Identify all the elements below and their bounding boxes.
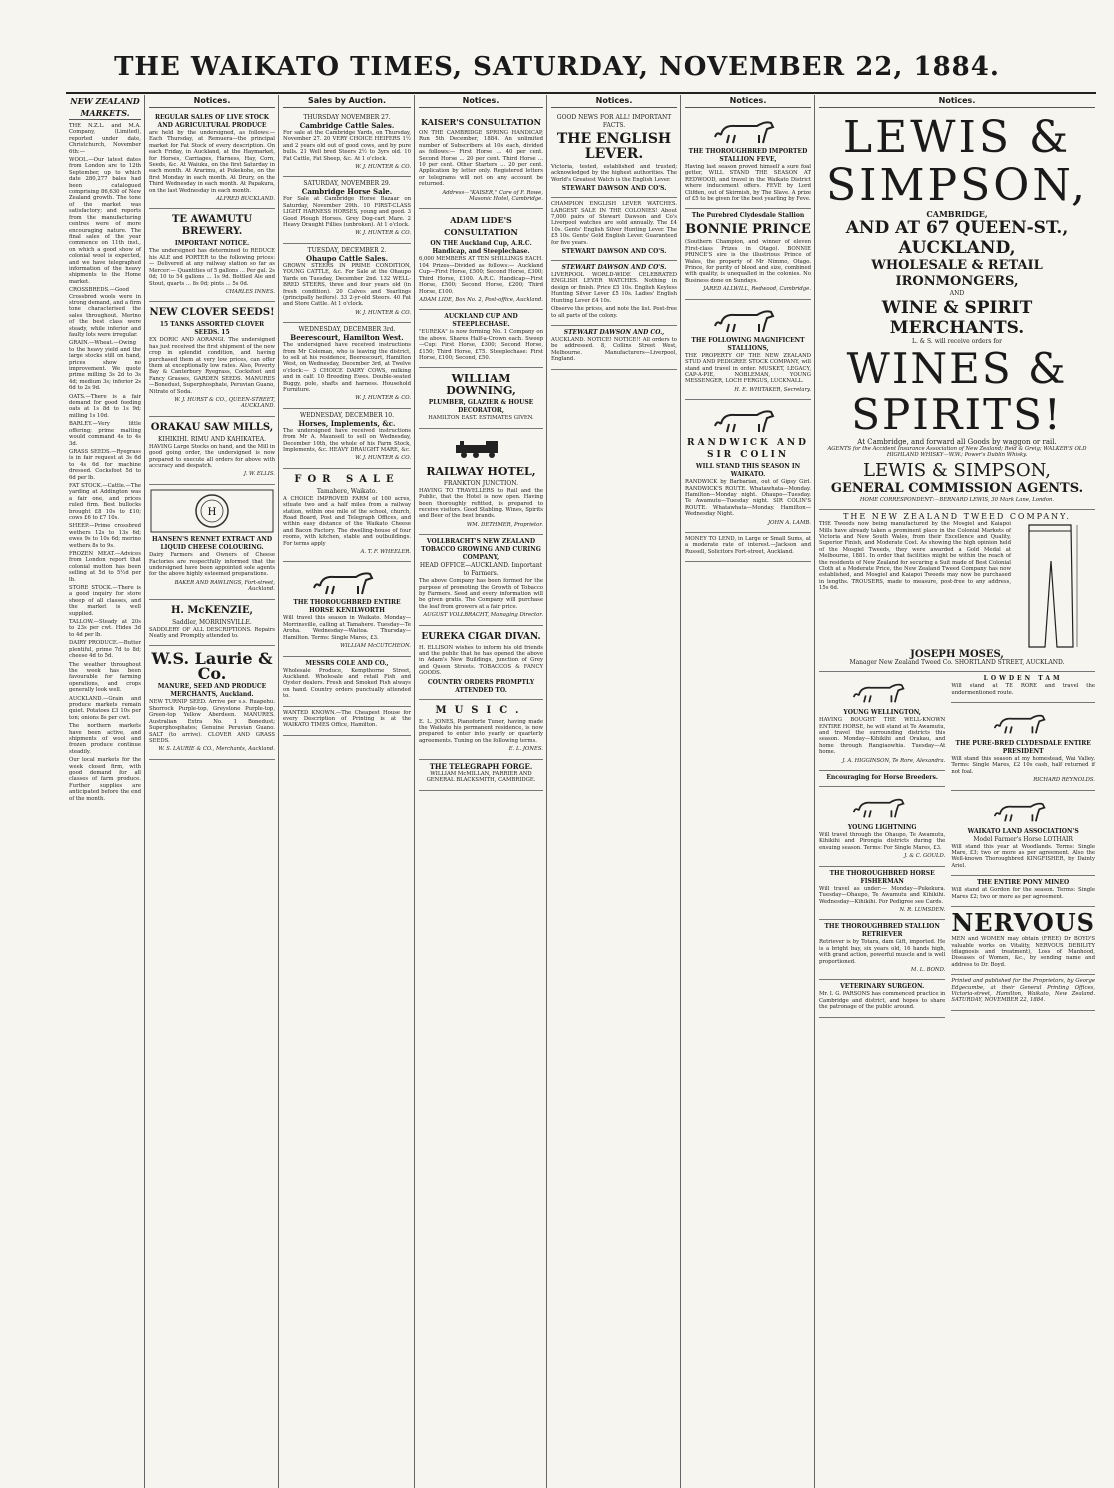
column-divider: [414, 95, 415, 1488]
ad-music: [419, 700, 543, 760]
ad-feve: [685, 111, 811, 209]
ad-subheading: FRANKTON JUNCTION.: [443, 479, 519, 487]
markets-article: [69, 123, 141, 802]
ad-signature: WM. DETHMER, Proprietor.: [466, 521, 543, 528]
ad-heading: THE ENTIRE PONY MINEO: [977, 879, 1070, 887]
ad-heading: Beerescourt, Hamilton West.: [290, 333, 404, 343]
column-divider: [680, 95, 681, 1488]
ad-body: Retriever is by Totara, dam Gift, imported. He is a bright bay, six years old, 16 hands high, with grand action, powerful muscle and is well proportioned.: [819, 939, 946, 965]
ad-body: HAVING Large Stocks on hand, and the Mill in good going order, the undersigned is now prepared to execute all orders for above with accuracy and despatch.: [149, 443, 275, 469]
ad-champion-watches: [551, 198, 677, 261]
lewis-note: L. & S. will receive orders for: [911, 338, 1003, 345]
column-header: Notices.: [149, 95, 275, 108]
ad-heading: LOWDEN TAM: [983, 675, 1063, 683]
ad-signature: AUGUST VOLLBRACHT, Managing Director.: [423, 612, 543, 619]
column-divider: [814, 95, 815, 1488]
ad-lewis-simpson: [819, 111, 1095, 510]
ad-heading: ADAM LIDE'S CONSULTATION: [444, 215, 518, 238]
lewis-address: AND AT 67 QUEEN-ST., AUCKLAND,: [845, 218, 1069, 258]
ad-subheading: MANURE, SEED AND PRODUCE MERCHANTS, Auckland.: [157, 683, 267, 699]
ad-body: LIVERPOOL WORLD-WIDE CELEBRATED ENGLISH LEVER WATCHES. Nothing in design or finish. Price £5 10s. English Keyless Hunting Silver Lever £5 10s. Ladies' English Hunting Lever £4 10s.: [551, 272, 677, 304]
ad-body: THE Tweeds now being manufactured by the Mosgiel and Kaiapoi Mills have already taken a prominent place in the Colonial Markets of Victoria and New South Wales, from their Excellence and Quality, Superior Finish, and Moderate Cost. As showing the high opinion held of the Mosgiel Tweeds, they were awarded a Gold Medal at Melbourne, 1881. In order that facilities might be within the reach of the residents of New Zealand for securing a Suit made of Best Colonial Cloth at a Moderate Price, the New Zealand Tweed Company has now established, and Mosgiel and Kaiapoi Tweeds may now be purchased in lengths. TROUSERS, made to measure, post-free to any address, 15s 6d.: [819, 521, 1011, 592]
column-auctions: [280, 95, 414, 1488]
lewis-location: CAMBRIDGE,: [926, 209, 988, 219]
column-divider: [144, 95, 145, 1488]
ad-heading: THE THOROUGHBRED HORSE FISHERMAN: [829, 869, 935, 885]
ad-heading: AUCKLAND CUP AND STEEPLECHASE.: [444, 313, 518, 329]
ad-body: SADDLERY OF ALL DESCRIPTIONS. Repairs Neatly and Promptly attended to.: [149, 626, 275, 640]
market-paragraph: FAT STOCK.—Cattle.—The yarding at Addington was a fair one, and prices ruled firm. Best bullocks brought £8 10s to £10; cows £6 to £7 10s.: [69, 482, 141, 521]
ad-subheading: ON THE Auckland Cup, A.R.C. Handicap, and Steeplechase.: [430, 240, 532, 256]
ad-body: EX DORIC AND AORANGI. The undersigned has just received the first shipment of the new crop in splendid condition, and having purchased them at very low prices, can offer them at exceptionally low rates. Also, Poverty Bay & Canterbury Ryegrass, Cocksfoot and Fancy Grasses, GARDEN SEEDS. MANURES—Bonedust, Superphosphate, Peruvian Guano, Nitrate of Soda.: [149, 337, 275, 395]
ad-heading: THE NEW ZEALAND TWEED COMPANY.: [843, 512, 1071, 522]
ad-heading: TE AWAMUTU BREWERY.: [171, 214, 253, 238]
ad-date: TUESDAY, DECEMBER 2.: [307, 246, 387, 254]
market-paragraph: GRASS SEEDS.—Ryegrass is in fair request at 3s 6d to 4s 6d for machine dressed. Cocksfoot 5d to 6d per lb.: [69, 448, 141, 481]
ad-signature: STEWART DAWSON AND CO'S.: [561, 248, 667, 256]
market-paragraph: WOOL.—Our latest dates from London are to 12th September, up to which date 280,277 bales had been catalogued comprising 86,630 of New Zealand growth. The tone of the market was satisfactory; and reports from the manufacturing centres were of more encouraging nature. The final sales of the year commence on 11th inst., on which a good show of colonial wool is expected, and we have telegraphed information of the heavy shipments to the Home market.: [69, 157, 141, 285]
ad-body: For Sale at Cambridge Horse Bazaar on Saturday, November 29th. 10 FIRST-CLASS LIGHT HARNESS HORSES, young and good. 3 Good Plough Horses. Grey Dog-cart Mare. 2 Heavy Draught Fillies (unbroken). At 1 o'clock.: [283, 196, 411, 229]
ad-signature: W. S. LAURIE & CO., Merchants, Auckland.: [158, 746, 275, 753]
horse-icon: [852, 793, 912, 821]
ad-body: Will stand this season at my homestead, Wai Valley. Terms: Single Mares, £2 10s cash, half returned if not foal.: [951, 756, 1095, 775]
locomotive-icon: [446, 435, 516, 463]
ad-heading: THE THOROUGHBRED STALLION RETRIEVER: [824, 923, 940, 939]
ad-body: MEN and WOMEN may obtain (FREE) Dr BOYD'S valuable works on Vitality, NERVOUS DEBILITY (diagnosis and treatment), Loss of Manhood, Diseases of Women, &c., by sending name and address to Dr. Boyd.: [951, 936, 1095, 968]
ad-randwick: [685, 400, 811, 533]
ad-heading: KAISER'S CONSULTATION: [421, 117, 541, 127]
ad-note: COUNTRY ORDERS PROMPTLY ATTENDED TO.: [427, 678, 535, 694]
ad-saw-mills: [149, 417, 275, 485]
ad-body: RANDWICK by Barbarian, out of Gipsy Girl. RANDWICK'S ROUTE. Whatawhata—Monday. Hamilton—Monday night. Ohaupo—Tuesday. Te Awamutu—Tuesday night. SIR COLIN'S ROUTE. Whatawhata—Monday. Hamilton—Wednesday Night.: [685, 479, 811, 518]
column-notices-3: [548, 95, 680, 1488]
ad-body: are held by the undersigned, as follows:— Each Thursday, at Remuera—the principal market for Fat Stock of every description. On each Friday, in Auckland, at the Haymarket, for Horses, Carriages, Harness, Hay, Corn, Seeds, &c. At Waiuku, on the first Saturday in each month. At Ararimu, at Pukekohe, on the first Monday in each month. At Drury, on the Third Wednesday in each month. At Papakura, on the last Wednesday in each month.: [149, 130, 275, 194]
ad-rennet: [149, 485, 275, 600]
ad-cole-co: [283, 657, 411, 707]
ad-body: The undersigned have received instructions from Mr A. Maunsell to sell on Wednesday, December 10th, the whole of his Farm Stock, Implements, &c. HEAVY DRAUGHT MARE, &c.: [283, 427, 411, 453]
market-paragraph: GRAIN.—Wheat.—Owing to the heavy yield and the large stocks still on hand, prices show no improvement. We quote prime milling 3s 2d to 3s 4d; medium 3s; inferior 2s 6d to 2s 9d.: [69, 340, 141, 392]
ad-body: H. ELLISON wishes to inform his old friends and the public that he has opened the above in Adam's New Buildings, junction of Grey and Queen Streets. TOBACCOS & FANCY GOODS.: [419, 644, 543, 677]
ad-heading: THE ENGLISH LEVER.: [556, 131, 672, 162]
ad-subheading: IMPORTANT NOTICE.: [174, 240, 250, 248]
ad-signature-sub: Manager New Zealand Tweed Co. SHORTLAND STREET, AUCKLAND.: [849, 659, 1065, 667]
column-header: Sales by Auction.: [283, 95, 411, 108]
ad-body: Observe the prices, and note the list. Post-free to all parts of the colony.: [551, 306, 677, 319]
ad-heading: STEWART DAWSON AND CO.,: [563, 328, 665, 336]
ad-signature: N. R. LUMSDEN.: [899, 906, 946, 913]
ad-heading: H. McKENZIE,: [170, 604, 254, 616]
market-paragraph: FROZEN MEAT.—Advices from London report that colonial mutton has been selling at 5d to 5½d per lb.: [69, 551, 141, 583]
ad-body: The above Company has been formed for the purpose of promoting the Growth of Tobacco by Farmers. Seed and every information will be given gratis. The Company will purchase the leaf from growers at a fair price.: [419, 578, 543, 610]
ad-signature: RICHARD REYNOLDS.: [1033, 777, 1095, 784]
market-paragraph: BARLEY.—Very little offering; prime malting would command 4s to 4s 3d.: [69, 421, 141, 447]
ad-signature: A. T. F. WHEELER.: [360, 549, 411, 556]
horse-ads-right: [951, 672, 1095, 1017]
ad-signature: ALFRED BUCKLAND.: [216, 196, 275, 203]
ad-body: Will travel this season in Waikato. Monday—Morrinsville, calling at Tamahere. Tuesday—Te Aroha. Wednesday—Waitoa. Thursday—Hamilton. Terms: Single Mares, £3.: [283, 615, 411, 641]
ad-body: NEW TURNIP SEED. Arrive per s.s. Ruapehu. Shorrock Purple-top, Greystone Purple-top, Green-top Yellow Aberdeen. MANURES. Australian Extra No. 1 Bonedust; Superphosphates; Genuine Peruvian Guano. SALT (to arrive). CLOVER AND GRASS SEEDS.: [149, 699, 275, 744]
horse-icon: [713, 406, 783, 434]
ad-signature: W. J. HURST & CO., QUEEN-STREET, AUCKLAND.: [174, 396, 275, 410]
ad-heading: HANSEN'S RENNET EXTRACT AND LIQUID CHEESE COLOURING.: [151, 536, 273, 552]
ad-live-stock-sales: [149, 111, 275, 209]
masthead: [0, 42, 1114, 92]
ad-body: Will stand at TE RORE and travel the undermentioned route.: [951, 683, 1095, 696]
ad-heading: FOR SALE: [294, 473, 400, 485]
ad-body: AUCKLAND. NOTICE! NOTICE!! All orders to be addressed. 8, Collins Street West, Melbourne. Manufacturers—Liverpool, England.: [551, 336, 677, 363]
ad-retriever: [819, 920, 945, 980]
masthead-rule: [66, 92, 1096, 94]
ad-body: E. L. JONES, Pianoforte Tuner, having made the Waikato his permanent residence, is now prepared to enter into yearly or quarterly agreements. Tuning on the following terms.: [419, 718, 543, 744]
ad-english-lever: [551, 111, 677, 198]
ad-signature: W. J. HUNTER & CO.: [355, 164, 411, 171]
ad-heading: MUSIC.: [435, 704, 527, 716]
column-markets: [66, 95, 144, 1488]
markets-header: NEW ZEALAND MARKETS.: [70, 96, 140, 118]
ad-heading: THE THOROUGHBRED ENTIRE HORSE KENILWORTH: [293, 599, 401, 615]
horse-icon: [852, 678, 912, 706]
ad-signature: ADAM LIDE, Box No. 2, Post-office, Auckland.: [419, 296, 543, 303]
ad-young-wellington: [819, 672, 945, 771]
ad-subheading: KIHIKIHI. RIMU AND KAHIKATEA.: [157, 435, 267, 443]
ad-signature: W. J. HUNTER & CO.: [355, 309, 411, 316]
ad-heading: VOLLBRACHT'S NEW ZEALAND TOBACCO GROWING AND CURING COMPANY,: [421, 538, 541, 562]
ad-heading: NERVOUS: [951, 908, 1095, 938]
ad-body: "EUREKA" is now forming No. 1 Company on the above. Shares Half-a-Crown each. Sweep—Cup: First Horse, £300; Second Horse, £150; Third Horse, £75. Steeplechase: First Horse, £100; Second, £50.: [419, 329, 543, 361]
horse-icon: [713, 117, 783, 145]
ad-body: THE PROPERTY OF THE NEW ZEALAND STUD AND PEDIGREE STOCK COMPANY, will stand and travel in order. MUSKET, LEGACY, CAP-A-PIE, NOBLEMAN, YOUNG MESSENGER, LOCH FERGUS, LUCKNALL.: [685, 352, 811, 385]
svg-text:H: H: [207, 506, 217, 518]
trousers-icon: [1015, 521, 1095, 651]
column-divider: [278, 95, 279, 1488]
lewis-commission-sub: GENERAL COMMISSION AGENTS.: [830, 480, 1084, 496]
ad-dawson-auckland: [551, 326, 677, 370]
ad-date: SATURDAY, NOVEMBER 29.: [303, 180, 391, 188]
column-header: Notices.: [819, 95, 1095, 108]
ad-subheading: HEAD OFFICE—AUCKLAND. Important to Farmers.: [419, 562, 543, 578]
ad-signature: E. L. JONES.: [508, 746, 543, 753]
market-paragraph: OATS.—There is a fair demand for good feeding oats at 1s 8d to 1s 9d; milling 1s 10d.: [69, 393, 141, 419]
ad-signature: J. A. HIGGINSON, Te Rore, Alexandra.: [842, 757, 946, 764]
ad-beerescourt: [283, 323, 411, 409]
ad-heading: EUREKA CIGAR DIVAN.: [421, 631, 541, 642]
horse-icon: [312, 568, 382, 596]
market-paragraph: TALLOW.—Steady at 20s to 23s per cwt. Hides 3d to 4d per lb.: [69, 619, 141, 638]
ad-date: WEDNESDAY, DECEMBER 10.: [299, 411, 395, 419]
ad-auckland-cup: [419, 310, 543, 368]
ad-body: Will travel through the Ohaupo, Te Awamutu, Kihikihi and Pirongia districts during the ensuing season. Terms: For Single Mares, £3.: [819, 832, 946, 851]
ad-body: Will stand at Gordon for the season. Terms: Single Mares £2; two or more as per agreement.: [951, 887, 1095, 900]
ad-signature: W. J. HUNTER & CO.: [355, 455, 411, 462]
imprint-text: Printed and published for the Proprietors, by George Edgecumbe, at their General Printing Offices, Victoria-street, Hamilton, Waikato, New Zealand. SATURDAY, NOVEMBER 22, 1884.: [951, 978, 1095, 1004]
ad-subheading: WILL STAND THIS SEASON IN WAIKATO.: [695, 463, 801, 479]
ad-heading: W.S. Laurie & Co.: [151, 649, 273, 684]
horse-ads-left: [819, 672, 945, 1017]
ad-veterinary: [819, 980, 945, 1017]
ad-heading: THE THOROUGHBRED IMPORTED STALLION FEVE,: [688, 148, 808, 163]
ad-body: Mr. I. G. PARSONS has commenced practice in Cambridge and district, and hopes to share the patronage of the public around.: [819, 991, 946, 1011]
ad-heading: Encouraging for Horse Breeders.: [826, 774, 938, 782]
ad-signature: J. & C. GOULD.: [904, 853, 946, 860]
ad-body: CHAMPION ENGLISH LEVER WATCHES. LARGEST SALE IN THE COLONIES! About 7,000 pairs of Stewart Dawson and Co's Liverpool watches are sold annually. The £4 10s. Gents' English Silver Hunting Lever. The £5 10s. Gents' Gold English Lever. Guaranteed for five years.: [551, 201, 677, 246]
ad-eureka: [419, 626, 543, 700]
ad-body: HAMILTON EAST. ESTIMATES GIVEN.: [428, 415, 534, 422]
ad-signature: JOSEPH MOSES,: [910, 649, 1004, 661]
ad-signature: M. L. BOND.: [910, 966, 946, 973]
ad-subheading: PLUMBER, GLAZIER & HOUSE DECORATOR,: [428, 399, 534, 415]
ad-signature: W. J. HUNTER & CO.: [355, 230, 411, 237]
market-paragraph: Our local markets for the week closed firm, with good demand for all classes of farm produce. Further supplies are anticipated before the end of the month.: [69, 757, 141, 802]
ad-heading: REGULAR SALES OF LIVE STOCK AND AGRICULTURAL PRODUCE: [155, 114, 269, 129]
ad-big-heading: BONNIE PRINCE: [685, 222, 811, 238]
ad-heading: THE FOLLOWING MAGNIFICENT STALLIONS,: [691, 336, 805, 352]
ad-signature: WILLIAM McCUTCHEON.: [340, 643, 411, 650]
ad-body: Will travel as under:— Monday—Pukekura. Tuesday—Ohaupo, Te Awamutu and Kihikihi. Wednesday—Kihikihi. For Pedigree see Cards.: [819, 885, 946, 905]
market-paragraph: THE N.Z.L. and M.A. Company, (Limited), reported under date, Christchurch, November 6th:—: [69, 123, 141, 155]
ad-body: ON THE CAMBRIDGE SPRING HANDICAP, Run 5th December, 1884. An unlimited number of Subscribers at 10s each, divided as follows:— First Horse ... 40 per cent. Second Horse ... 20 per cent. Third Horse ... 10 per cent. Other Starters ... 20 per cent. Application by letter only. Registered letters or telegrams will not on any account be returned.: [419, 130, 543, 188]
lewis-trade: WHOLESALE & RETAIL IRONMONGERS,: [871, 258, 1043, 289]
lewis-merchants: WINE & SPIRIT MERCHANTS.: [881, 298, 1033, 338]
ad-signature: CHARLES INNES.: [225, 288, 275, 295]
market-paragraph: STORE STOCK.—There is a good inquiry for store sheep of all classes, and the market is well supplied.: [69, 585, 141, 617]
ad-implements: [283, 409, 411, 469]
ad-heading: MESSRS COLE AND CO.,: [305, 659, 389, 667]
ad-heading: THE PURE-BRED CLYDESDALE ENTIRE PRESIDENT: [955, 740, 1091, 756]
ad-heading: ORAKAU SAW MILLS,: [150, 421, 274, 433]
ad-body: HAVING TO TRAVELLERS to Rail and the Public, that the Hotel is now open. Having been thoroughly refitted, is prepared to receive visitors. Good Stabling. Wines, Spirits and Beer of the best brands.: [419, 487, 543, 520]
ad-horse-breeders: [819, 771, 945, 787]
ad-lothair: [951, 791, 1095, 877]
ad-heading: THE TELEGRAPH FORGE.: [429, 761, 533, 771]
ad-signature: J. W. ELLIS.: [243, 471, 275, 478]
imprint: [951, 975, 1095, 1011]
column-notices-1: [146, 95, 278, 1488]
ad-date: THURSDAY NOVEMBER 27.: [303, 114, 391, 121]
ad-fisherman: [819, 867, 945, 921]
ad-signature: JOHN A. LAMB.: [768, 519, 811, 526]
ad-nervous: [951, 907, 1095, 975]
column-notices-2: [416, 95, 546, 1488]
ad-ohaupo-sales: [283, 244, 411, 323]
ad-heading: STEWART DAWSON AND CO'S.: [561, 264, 667, 272]
ad-body: HAVING BOUGHT THE WELL-KNOWN ENTIRE HORSE, he will stand at Te Awamutu, and travel the surrounding districts this season. Monday—Kihikihi and Orakau, and home through Rangiaowhia. Tuesday—At home.: [819, 717, 946, 756]
ad-body: Having last season proved himself a sure foal getter, WILL STAND THE SEASON AT REDWOOD, and travel in the Waikato District where inducement offers. FEVE by Lord Clifden, out of Skirmish, by The Slave. A prize of £5 to be given for the best yearling by Feve.: [685, 164, 811, 203]
ad-subheading: Model Farmer's Horse LOTHAIR: [973, 835, 1073, 843]
ad-date: WEDNESDAY, DECEMBER 3rd.: [298, 326, 396, 334]
ad-body: Will stand this year at Woodlands. Terms: Single Mare, £3; two or more as per agreement. Also the Well-known Thoroughbred KINGFISHER, by Dainty Ariel.: [951, 843, 1095, 869]
ad-heading: The Purebred Clydesdale Stallion: [691, 212, 805, 220]
ad-railway-hotel: [419, 429, 543, 535]
ad-heading: YOUNG WELLINGTON,: [843, 709, 921, 717]
ad-signature: JARED ALLWILL, Redwood, Cambridge.: [703, 286, 811, 293]
ad-subheading: 15 TANKS ASSORTED CLOVER SEEDS. 15: [159, 321, 265, 337]
home-correspondent: HOME CORRESPONDENT:—BERNARD LEWIS, 30 Mark Lane, London.: [859, 496, 1055, 503]
ad-body: MONEY TO LEND, in Large or Small Sums, at a moderate rate of interest.—Jackson and Russell, Solicitors Fort-street, Auckland.: [685, 535, 811, 555]
horse-icon: [713, 306, 783, 334]
ad-mineo: [951, 876, 1095, 907]
ad-dawson-lever: [551, 261, 677, 326]
horse-icon: [993, 797, 1053, 825]
ad-body: For sale at the Cambridge Yards, on Thursday, November 27. 20 VERY CHOICE HEIFERS 1½ and 2 years old out of good cows, and by pure bulls. 21 Well bred Steers 2½ to 3yrs old. 10 Fat Cattle, Fat Sheep, &c. At 1 o'clock.: [283, 130, 411, 162]
lewis-title: LEWIS & SIMPSON,: [825, 112, 1089, 211]
ad-body: 6,000 MEMBERS AT TEN SHILLINGS EACH. 104 Prizes—Divided as follows:— Auckland Cup—First Horse, £500; Second Horse, £300; Third Horse, £100. A.R.C. Handicap—First Horse, £500; Second Horse, £200; Third Horse, £100.: [419, 256, 543, 295]
wines-note: At Cambridge, and forward all Goods by waggon or rail.: [857, 438, 1057, 446]
ad-heading: VETERINARY SURGEON.: [840, 983, 925, 991]
ad-young-lightning: [819, 787, 945, 867]
ad-money-to-lend: [685, 533, 811, 562]
column-notices-5: [816, 95, 1098, 1488]
ad-cattle-sales: [283, 111, 411, 177]
ad-brewery: [149, 209, 275, 302]
ad-heading: WAIKATO LAND ASSOCIATION'S: [967, 827, 1079, 835]
market-paragraph: AUCKLAND.—Grain and produce markets remain quiet. Potatoes £3 10s per ton; onions 8s per cwt.: [69, 695, 141, 721]
ad-heading: Horses, Implements, &c.: [298, 418, 396, 428]
ad-telegraph-forge: [419, 760, 543, 791]
column-notices-4: [682, 95, 814, 1488]
ad-tweed-company: [819, 510, 1095, 672]
ad-downing: [419, 368, 543, 428]
ad-laurie: [149, 646, 275, 759]
tweed-layout: [819, 521, 1095, 651]
ad-lowden-tam: [951, 672, 1095, 703]
market-paragraph: The weather throughout the week has been favourable for farming operations, and crops generally look well.: [69, 661, 141, 694]
market-paragraph: CROSSBREDS.—Good Crossbred wools were in strong demand, and a firm tone characterised the sales throughout. Merino of the best class were steady, while inferior and faulty lots were irregular.: [69, 287, 141, 338]
ad-heading: RAILWAY HOTEL,: [426, 464, 536, 478]
ad-clover-seeds: [149, 302, 275, 416]
column-header: Notices.: [685, 95, 811, 108]
ad-heading: NEW CLOVER SEEDS!: [149, 307, 275, 319]
column-header: Notices.: [419, 95, 543, 108]
ad-signature: BAKER AND RAWLINGS, Fort-street, Auckland.: [174, 579, 275, 593]
ad-heading: YOUNG LIGHTNING: [847, 824, 917, 832]
ad-body: The undersigned has determined to REDUCE his ALE and PORTER to the following prices:— Delivered at any railway station so far as Mercer:— Quantities of 5 gallons ... Per gal. 2s 0d; 10 to 54 gallons ... 1s 9d. Bottled Ale and Stout, quarts ... 8s 0d; pints ... 5s 0d.: [149, 248, 275, 287]
ad-president: [951, 703, 1095, 791]
ad-body: WANTED KNOWN.—The Cheapest House for every Description of Printing is at the WAIKATO TIMES Office, Hamilton.: [283, 709, 411, 729]
ad-printing: [283, 707, 411, 736]
ad-heading: Ohaupo Cattle Sales.: [305, 253, 389, 263]
market-paragraph: SHEEP.—Prime crossbred wethers 12s to 13s 6d; ewes 9s to 10s 6d; merino wethers 8s to 9s.: [69, 523, 141, 549]
ad-signature: H. E. WHITAKER, Secretary.: [734, 386, 811, 393]
column-divider: [546, 95, 547, 1488]
ad-body: A CHOICE IMPROVED FARM of 100 acres, situate two and a half miles from a railway station, within one mile of the school, church, Road Board, Post and Telegraph Offices, and within easy distance of the Waikato Cheese and Bacon Factory. The dwelling-house of four rooms, with kitchen, stable and outbuildings. For terms apply: [283, 495, 411, 547]
ad-signature: STEWART DAWSON AND CO'S.: [561, 185, 667, 193]
agents-line: AGENTS for the Accident Insurance Association of New Zealand; Reid & Greig; WALKER'S OLD HIGHLAND WHISKY—W.W.; Power's Dublin Whisky.: [827, 446, 1087, 459]
ad-body: Wholesale Produce, Kempthorne Street, Auckland. Wholesale and retail Fish and Oyster dealers. Fresh and Smoked Fish always on hand. Country orders punctually attended to.: [283, 667, 411, 700]
ad-heading: Cambridge Horse Sale.: [301, 187, 393, 197]
market-paragraph: The northern markets have been active, and shipments of wool and frozen produce continue steadily.: [69, 723, 141, 755]
ad-signature: W. J. HUNTER & CO.: [355, 395, 411, 402]
ad-subheading: Saddler, MORRINSVILLE.: [172, 618, 252, 626]
horse-icon: [993, 709, 1053, 737]
market-paragraph: DAIRY PRODUCE.—Butter plentiful, prime 7d to 8d; cheese 4d to 5d.: [69, 640, 141, 660]
ad-body: Victoria, tested, established and trusted; acknowledged by the highest authorities. The World's Greatest Watch is the English Lever.: [551, 164, 677, 183]
ad-body: (Southern Champion, and winner of eleven First-class Prizes in Otago). BONNIE PRINCE'S sire is the illustrious Prince of Wales, the property of Mr Nimmo, Otago. Prince, for purity of blood and size, combined with quality, is unequalled in the colonies. No Business done on Sundays.: [685, 239, 811, 284]
rennet-seal-icon: [149, 488, 275, 534]
wines-spirits: WINES & SPIRITS!: [846, 344, 1068, 439]
ad-heading: RANDWICK AND SIR COLIN: [687, 438, 809, 461]
ad-adam-lide: [419, 209, 543, 310]
ad-body: The undersigned have received instructions from Mr Coleman, who is leaving the district, to sell at his residence, Beerescourt, Hamilton West, on Wednesday, December 3rd, at Twelve o'clock:— 3 CHOICE DAIRY COWS, milking and in calf. 10 Breeding Ewes. Double-seated Buggy, pole, shafts and harness. Household Furniture.: [283, 342, 411, 393]
ad-body: Dairy Farmers and Owners of Cheese Factories are respectfully informed that the undersigned have been appointed sole agents for the above highly esteemed preparations.: [149, 552, 275, 578]
ad-horse-sale: [283, 177, 411, 243]
ad-heading: WILLIAM DOWNING,: [446, 372, 516, 398]
ad-body: WILLIAM McMILLAN, FARRIER AND GENERAL BLACKSMITH, CAMBRIDGE.: [426, 770, 536, 784]
ad-bonnie-prince: [685, 209, 811, 299]
ad-signature: Address—"KAISER," Care of F. Rowe, Masonic Hotel, Cambridge.: [442, 189, 543, 203]
ad-vollbracht: [419, 535, 543, 625]
column-header: Notices.: [551, 95, 677, 108]
ad-kenilworth: [283, 562, 411, 656]
ad-subheading: Tamahere, Waikato.: [316, 487, 378, 495]
lewis-commission: LEWIS & SIMPSON,: [863, 459, 1051, 481]
ad-body: GROWN STEERS IN PRIME CONDITION, YOUNG CATTLE, &c. For Sale at the Ohaupo Yards on Tuesday, December 2nd. 132 WELL-BRED STEERS, three and four years old (in fresh condition). 20 Calves and Yearlings (principally heifers). 33 2-yr-old Steers. 40 Fat and Store Cattle. At 1 o'clock.: [283, 262, 411, 308]
ad-farm-for-sale: [283, 469, 411, 563]
ad-saddler: [149, 600, 275, 647]
horse-ads-grid: [819, 672, 1095, 1017]
ad-heading: Cambridge Cattle Sales.: [299, 121, 395, 130]
ad-subheading: GOOD NEWS FOR ALL! IMPORTANT FACTS.: [556, 114, 672, 129]
masthead-title: THE WAIKATO TIMES, SATURDAY, NOVEMBER 22, 1884.: [114, 52, 1000, 82]
ad-kaiser: [419, 111, 543, 209]
ad-stallions: [685, 300, 811, 400]
lewis-and: AND: [949, 290, 965, 297]
